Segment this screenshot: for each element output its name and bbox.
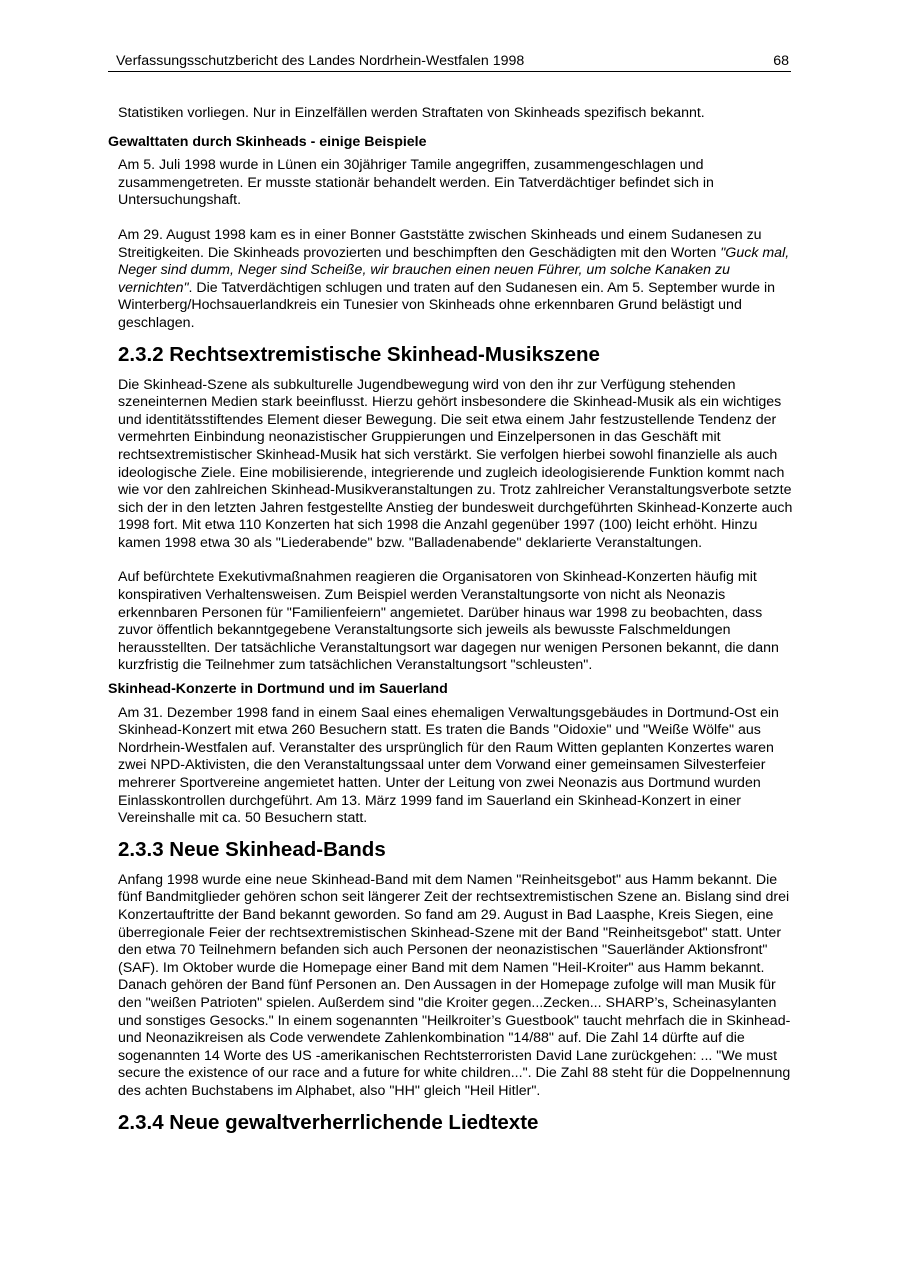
heading-2-3-3: 2.3.3 Neue Skinhead-Bands (118, 837, 386, 861)
paragraph-bonn (118, 227, 793, 333)
paragraph-musikszene-2: Auf befürchtete Exekutivmaßnahmen reagieren die Organisatoren von Skinhead-Konzerten häufig mit konspirativen Verhaltensweisen. Zum Beispiel werden Veranstaltungsorte von nicht als Neonazis erkennbaren Personen für "Familienfeiern" angemietet. Darüber hinaus war 1998 zu beobachten, dass zuvor öffentlich bekanntgegebene Veranstaltungsorte sich jeweils als bewusste Falschmeldungen herausstellten. Der tatsächliche Veranstaltungsort war dagegen nur wenigen Personen bekannt, die dann kurzfristig die Teilnehmer zum tatsächlichen Veranstaltungsort "schleusten". (118, 569, 779, 674)
paragraph-bands: Anfang 1998 wurde eine neue Skinhead-Band mit dem Namen "Reinheitsgebot" aus Hamm bekannt. Die fünf Bandmitglieder gehören schon seit längerer Zeit der rechtsextremistischen Szene an. Bislang sind drei Konzertauftritte der Band bekannt geworden. So fand am 29. August in Bad Laasphe, Kreis Siegen, eine überregionale Feier der rechtsextremistischen Skinhead-Szene mit der Band "Reinheitsgebot" statt. Unter den etwa 70 Teilnehmern befanden sich auch Personen der neonazistischen "Sauerländer Aktionsfront" (SAF). Im Oktober wurde die Homepage einer Band mit dem Namen "Heil-Kroiter" aus Hamm bekannt. Danach gehören der Band fünf Personen an. Den Aussagen in der Homepage zufolge will man Musik für den "weißen Patrioten" spielen. Außerdem sind "die Kroiter gegen...Zecken... SHARP’s, Scheinasylanten und sonstiges Gesocks." In einem sogenannten "Heilkroiter’s Guestbook" taucht mehrfach die in Skinhead- und Neonazikreisen als Code verwendete Zahlenkombination "14/88" auf. Die Zahl 14 dürfte auf die sogenannten 14 Worte des US -amerikanischen Rechtsterroristen David Lane zurückgehen: ... "We must secure the existence of our race and a future for white children...". Die Zahl 88 steht für die Doppelnennung des achten Buchstabens im Alphabet, also "HH" gleich "Heil Hitler". (118, 871, 791, 1099)
page-header (108, 52, 791, 72)
heading-2-3-2: 2.3.2 Rechtsextremistische Skinhead-Musikszene (118, 342, 600, 366)
paragraph-musikszene-1: Die Skinhead-Szene als subkulturelle Jugendbewegung wird von den ihr zur Verfügung stehenden szeneinternen Medien stark beeinflusst. Hierzu gehört insbesondere die Skinhead-Musik als ein wichtiges und identitätsstiftendes Element dieser Bewegung. Die seit etwa einem Jahr festzustellende Tendenz der vermehrten Einbindung neonazistischer Gruppierungen und Einzelpersonen in das Geschäft mit rechtsextremistischer Skinhead-Musik hat sich verstärkt. Sie verfolgen hierbei sowohl finanzielle als auch ideologische Ziele. Eine mobilisierende, integrierende und zugleich ideologisierende Funktion kommt nach wie vor den zahlreichen Skinhead-Musikveranstaltungen zu. Trotz zahlreicher Veranstaltungsverbote setzte sich der in den letzten Jahren festgestellte Anstieg der bundesweit durchgeführten Skinhead-Konzerte auch 1998 fort. Mit etwa 110 Konzerten hat sich 1998 die Anzahl gegenüber 1997 (100) leicht erhöht. Hinzu kamen 1998 etwa 30 als "Liederabende" bzw. "Balladenabende" deklarierte Veranstaltungen. (118, 376, 793, 551)
paragraph-luenen: Am 5. Juli 1998 wurde in Lünen ein 30jähriger Tamile angegriffen, zusammengeschlagen und zusammengetreten. Er musste stationär behandelt werden. Ein Tatverdächtiger befindet sich in Untersuchungshaft. (118, 157, 714, 209)
subheading-gewalttaten: Gewalttaten durch Skinheads - einige Beispiele (108, 133, 427, 150)
page-number: 68 (773, 53, 789, 69)
paragraph-dortmund: Am 31. Dezember 1998 fand in einem Saal eines ehemaligen Verwaltungsgebäudes in Dortmund-Ost ein Skinhead-Konzert mit etwa 260 Besuchern statt. Es traten die Bands "Oidoxie" und "Weiße Wölfe" aus Nordrhein-Westfalen auf. Veranstalter des ursprünglich für den Raum Witten geplanten Konzertes waren zwei NPD-Aktivisten, die den Veranstaltungssaal unter dem Vorwand einer gemeinsamen Silvesterfeier mehrerer Sportvereine angemietet hatten. Unter der Leitung von zwei Neonazis aus Dortmund wurden Einlasskontrollen durchgeführt. Am 13. März 1999 fand im Sauerland ein Skinhead-Konzert in einer Vereinshalle mit ca. 50 Besuchern statt. (118, 704, 779, 827)
page-body (108, 105, 793, 1135)
subheading-konzerte: Skinhead-Konzerte in Dortmund und im Sauerland (108, 681, 448, 698)
paragraph-bonn-text-2: . Die Tatverdächtigen schlugen und traten auf den Sudanesen ein. Am 5. September wurde in Winterberg/Hochsauerlandkreis ein Tunesier von Skinheads ohne erkennbaren Grund belästigt und geschlagen. (118, 279, 776, 331)
intro-paragraph: Statistiken vorliegen. Nur in Einzelfällen werden Straftaten von Skinheads spezifisch bekannt. (118, 105, 705, 121)
running-title: Verfassungsschutzbericht des Landes Nordrhein-Westfalen 1998 (116, 53, 525, 69)
paragraph-bonn-text-1: Am 29. August 1998 kam es in einer Bonner Gaststätte zwischen Skinheads und einem Sudanesen zu Streitigkeiten. Die Skinheads provozierten und beschimpften den Geschädigten mit den Worten (118, 226, 762, 261)
quote-italic: "Guck mal, Neger sind dumm, Neger sind Scheiße, wir brauchen einen neuen Führer, um solche Kanaken zu vernichten" (118, 244, 790, 296)
heading-2-3-4: 2.3.4 Neue gewaltverherrlichende Liedtexte (118, 1110, 539, 1134)
